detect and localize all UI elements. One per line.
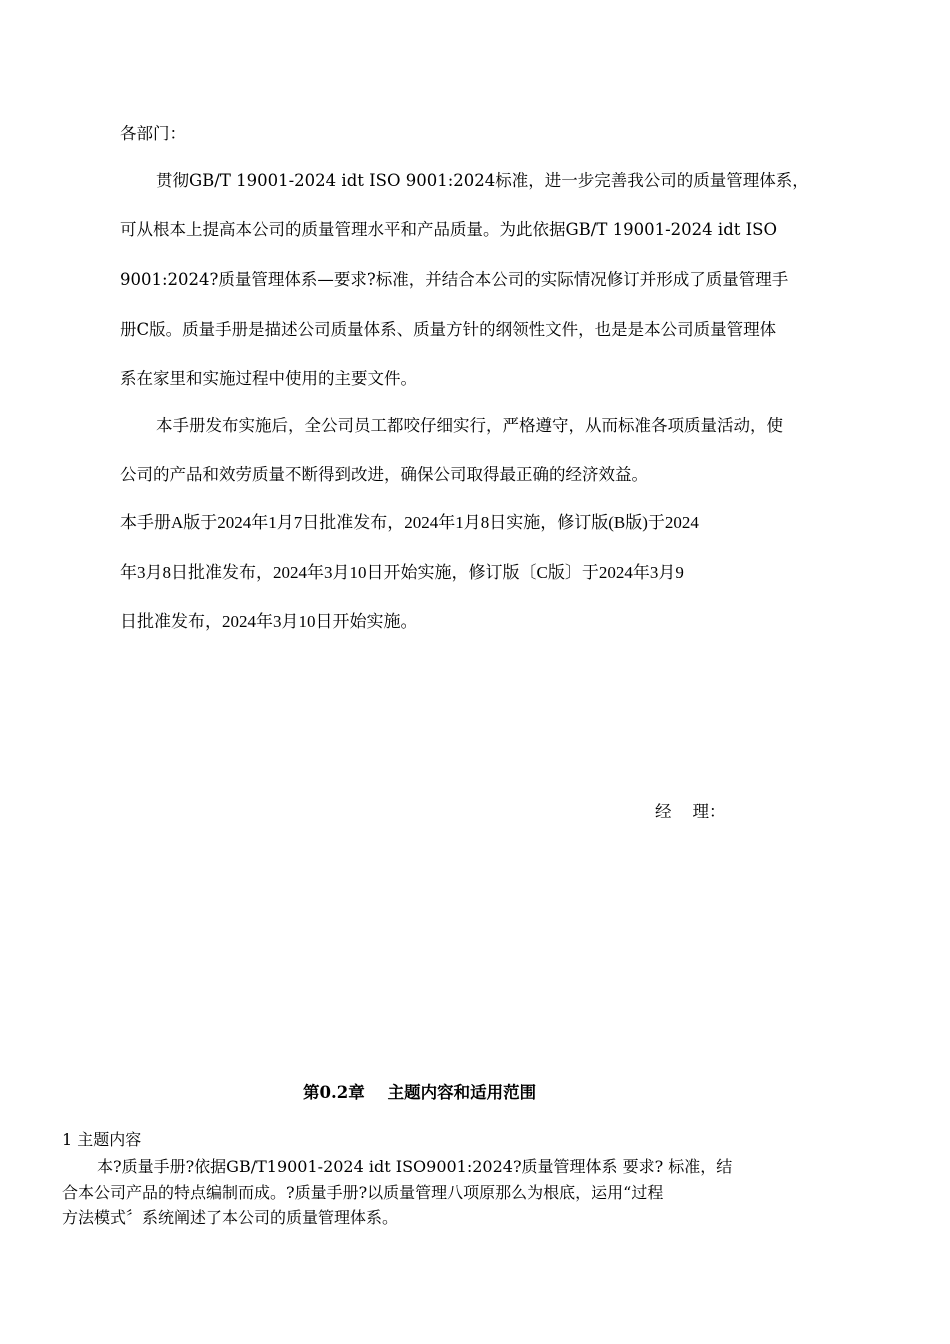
- para1-line2: 可从根本上提高本公司的质量管理水平和产品质量。为此依据GB/T 19001-2024 idt ISO: [120, 220, 777, 239]
- para2-line2: 公司的产品和效劳质量不断得到改进，确保公司取得最正确的经济效益。: [120, 465, 648, 484]
- para1-line4: 册C版。质量手册是描述公司质量体系、质量方针的纲领性文件，也是是本公司质量管理体: [120, 320, 777, 339]
- para3-line1: 本手册A版于2024年1月7日批准发布，2024年1月8日实施，修订版(B版)于2024: [120, 513, 699, 532]
- para2-line1: 本手册发布实施后，全公司员工都咬仔细实行，严格遵守，从而标准各项质量活动，使: [156, 416, 783, 435]
- para1-line1: 贯彻GB/T 19001-2024 idt ISO 9001:2024标准，进一步完善我公司的质量管理体系，: [156, 171, 809, 190]
- para1-line3: 9001:2024?质量管理体系—要求?标准，并结合本公司的实际情况修订并形成了质量管理手: [120, 270, 789, 289]
- para3-line2: 年3月8日批准发布，2024年3月10日开始实施，修订版〔C版〕于2024年3月9: [120, 563, 684, 582]
- signature-label: 经 理：: [655, 802, 726, 821]
- chapter-body-line1: 本?质量手册?依据GB/T19001-2024 idt ISO9001:2024?质量管理体系 要求? 标准，结: [97, 1157, 733, 1176]
- salutation: 各部门：: [120, 124, 186, 143]
- chapter-body-line3: 方法模式〞系统阐述了本公司的质量管理体系。: [62, 1208, 399, 1227]
- chapter-body-line2: 合本公司产品的特点编制而成。?质量手册?以质量管理八项原那么为根底，运用“过程: [62, 1183, 664, 1202]
- chapter-title: 第0.2章 主题内容和适用范围: [303, 1083, 537, 1102]
- para1-line5: 系在家里和实施过程中使用的主要文件。: [120, 369, 417, 388]
- section-heading: 1 主题内容: [62, 1130, 142, 1149]
- para3-line3: 日批准发布，2024年3月10日开始实施。: [120, 612, 418, 631]
